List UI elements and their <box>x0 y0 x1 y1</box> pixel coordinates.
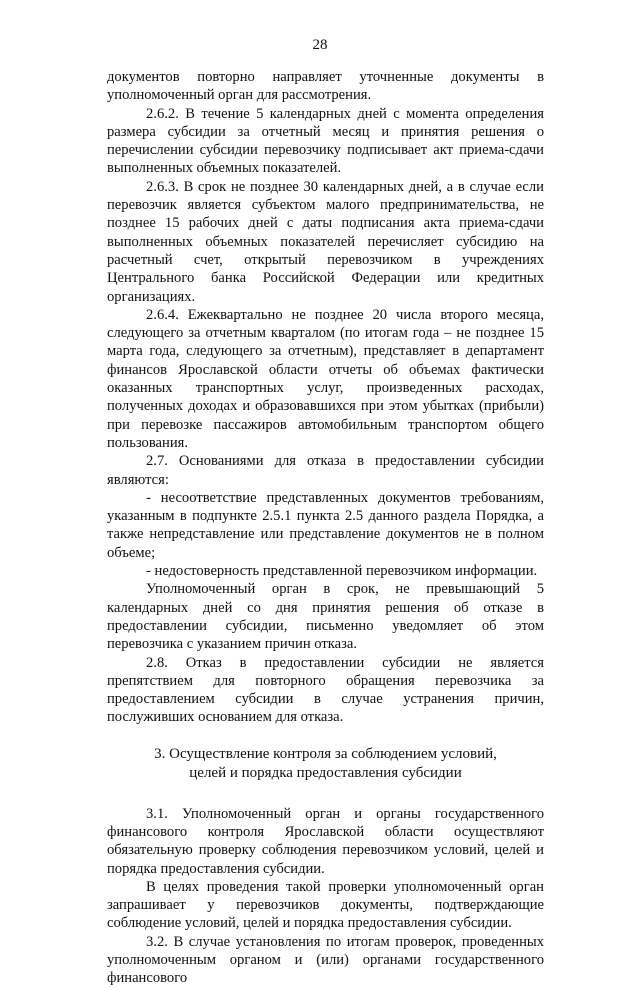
section-heading-line-2: целей и порядка предоставления субсидии <box>189 764 462 781</box>
section-heading-line-1: 3. Осуществление контроля за соблюдением условий, <box>154 745 497 762</box>
paragraph-2-7: 2.7. Основаниями для отказа в предоставлении субсидии являются: <box>107 453 544 488</box>
paragraph-refusal-reason-2: - недостоверность представленной перевозчиком информации. <box>146 563 538 580</box>
paragraph-refusal-reason-1: - несоответствие представленных документов требованиям, указанным в подпункте 2.5.1 пункта 2.5 данного раздела Порядка, а также непредставление или представление документов не в полном объеме; <box>107 489 544 561</box>
paragraph-refusal-notice: Уполномоченный орган в срок, не превышающий 5 календарных дней со дня принятия решения об отказе в предоставлении субсидии, письменно уведомляет об этом перевозчика с указанием причин отказа. <box>107 581 544 653</box>
document-body <box>107 68 544 988</box>
paragraph-verification-request: В целях проведения такой проверки уполномоченный орган запрашивает у перевозчиков документы, подтверждающие соблюдение условий, целей и порядка предоставления субсидии. <box>107 878 544 932</box>
paragraph-2-6-4: 2.6.4. Ежеквартально не позднее 20 числа второго месяца, следующего за отчетным кварталом (по итогам года – не позднее 15 марта года, следующего за отчетным), представляет в департамент финансов Ярославской области отчеты об объемах фактически оказанных транспортных услуг, произведенных расходах, полученных доходах и образовавшихся при этом убытках (прибыли) при перевозке пассажиров автомобильным транспортом общего пользования. <box>107 306 544 451</box>
paragraph-continuation: документов повторно направляет уточненные документы в уполномоченный орган для рассмотрения. <box>107 69 544 104</box>
paragraph-3-2: 3.2. В случае установления по итогам проверок, проведенных уполномоченным органом и (или) органами государственного финансового <box>107 933 544 987</box>
page-number: 28 <box>312 37 328 53</box>
paragraph-2-6-3: 2.6.3. В срок не позднее 30 календарных дней, а в случае если перевозчик является субъектом малого предпринимательства, не позднее 15 рабочих дней с даты подписания акта приема-сдачи выполненных объемных показателей перечисляет субсидию на расчетный счет, открытый перевозчиком в учреждениях Центрального банка Российской Федерации или кредитных организациях. <box>107 178 544 305</box>
section-heading <box>107 745 544 783</box>
paragraph-2-8: 2.8. Отказ в предоставлении субсидии не является препятствием для повторного обращения перевозчика за предоставлением субсидии в случае устранения причин, послуживших основанием для отказа. <box>107 654 544 726</box>
paragraph-2-6-2: 2.6.2. В течение 5 календарных дней с момента определения размера субсидии за отчетный месяц и принятия решения о перечислении субсидии перевозчику подписывает акт приема-сдачи выполненных объемных показателей. <box>107 105 544 177</box>
paragraph-3-1: 3.1. Уполномоченный орган и органы государственного финансового контроля Ярославской области осуществляют обязательную проверку соблюдения перевозчиком условий, целей и порядка предоставления субсидии. <box>107 805 544 877</box>
